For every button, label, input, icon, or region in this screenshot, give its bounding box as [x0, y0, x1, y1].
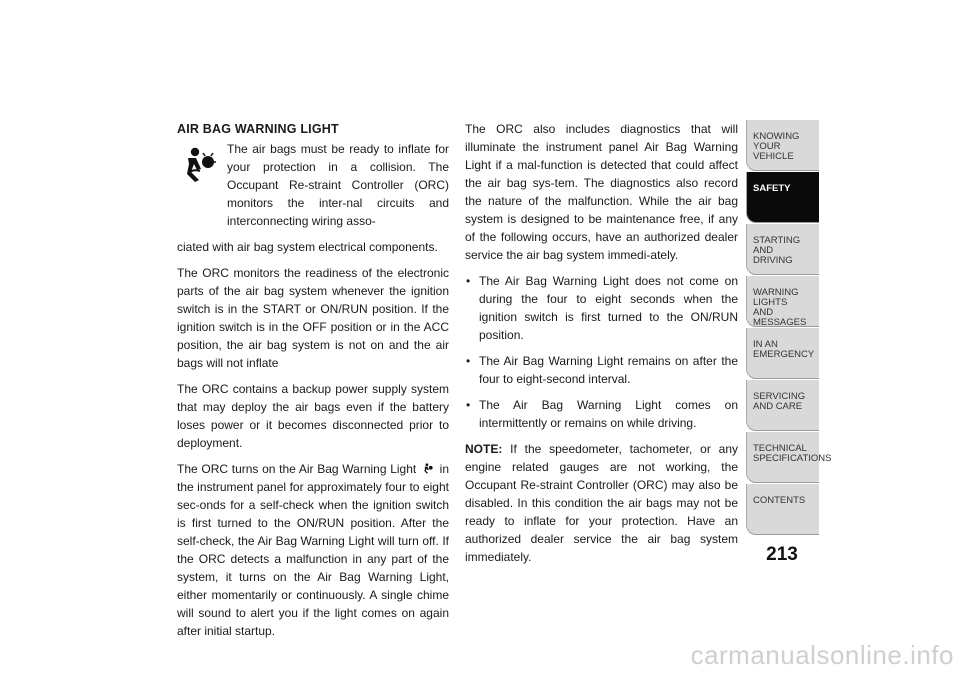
warning-conditions-list: [465, 272, 738, 432]
intro-block: [177, 140, 449, 230]
paragraph-backup-power: The ORC contains a backup power supply system that may deploy the air bags even if the battery loses power or it becomes disconnected prior to deployment.: [177, 382, 449, 450]
tab-knowing-your-vehicle[interactable]: KNOWING YOUR VEHICLE: [746, 120, 819, 171]
chapter-tabs: [746, 120, 832, 536]
tab-starting-and-driving[interactable]: STARTING AND DRIVING: [746, 224, 819, 275]
paragraph-diagnostics: The ORC also includes diagnostics that will illuminate the instrument panel Air Bag Warning Light if a mal-function is detected that could affect the air bag sys-tem. The diagnostics also record the nature of the malfunction. While the air bag system is designed to be maintenance free, if any of the following occurs, have an authorized dealer service the air bag system immedi-ately.: [465, 122, 738, 262]
tab-in-an-emergency[interactable]: IN AN EMERGENCY: [746, 328, 819, 379]
note-label: NOTE:: [465, 442, 503, 456]
page-number: 213: [766, 544, 798, 565]
tab-safety[interactable]: SAFETY: [746, 172, 819, 223]
list-item: • The Air Bag Warning Light does not come on during the four to eight seconds when the ignition switch is first turned to the ON/RUN position.: [465, 272, 738, 344]
watermark: carmanualsonline.info: [690, 640, 954, 670]
intro-text: The air bags must be ready to inflate for your protection in a collision. The Occupant Re-straint Controller (ORC) monitors the inter-nal circuits and interconnecting wiring asso-: [227, 142, 449, 228]
paragraph-warning-light-check: [177, 460, 449, 640]
tab-servicing-and-care[interactable]: SERVICING AND CARE: [746, 380, 819, 431]
paragraph-text-before-icon: The ORC turns on the Air Bag Warning Light: [177, 462, 417, 476]
section-heading: AIR BAG WARNING LIGHT: [177, 122, 339, 136]
note-paragraph: [465, 440, 738, 566]
airbag-warning-icon: [177, 142, 221, 186]
left-column: [177, 120, 449, 648]
intro-tail-text: ciated with air bag system electrical components.: [177, 240, 438, 254]
tab-technical-specifications[interactable]: TECHNICAL SPECIFICATIONS: [746, 432, 819, 483]
note-text: If the speedometer, tachometer, or any engine related gauges are not working, the Occupant Re-straint Controller (ORC) may also be disabled. In this condition the air bags may not be ready to inflate for your protection. Have an authorized dealer service the air bag system immediately.: [465, 442, 738, 564]
tab-warning-lights-and-messages[interactable]: WARNING LIGHTS AND MESSAGES: [746, 276, 819, 327]
list-item: • The Air Bag Warning Light comes on intermittently or remains on while driving.: [465, 396, 738, 432]
right-column: [465, 120, 738, 574]
list-item: • The Air Bag Warning Light remains on after the four to eight-second interval.: [465, 352, 738, 388]
tab-contents[interactable]: CONTENTS: [746, 484, 819, 535]
paragraph-text-after-icon: in the instrument panel for approximately four to eight sec-onds for a self-check when the ignition switch is first turned to the ON/RUN position. After the self-check, the Air Bag Warning Light will turn off. If the ORC detects a malfunction in any part of the system, it turns on the Air Bag Warning Light, either momentarily or continuously. A single chime will sound to alert you if the light comes on again after initial startup.: [177, 462, 449, 638]
paragraph-orc-monitors: The ORC monitors the readiness of the electronic parts of the air bag system whenever the ignition switch is in the START or ON/RUN position. If the ignition switch is in the OFF position or in the ACC position, the air bag system is not on and the air bags will not inflate: [177, 266, 449, 370]
airbag-warning-inline-icon: [422, 462, 434, 474]
